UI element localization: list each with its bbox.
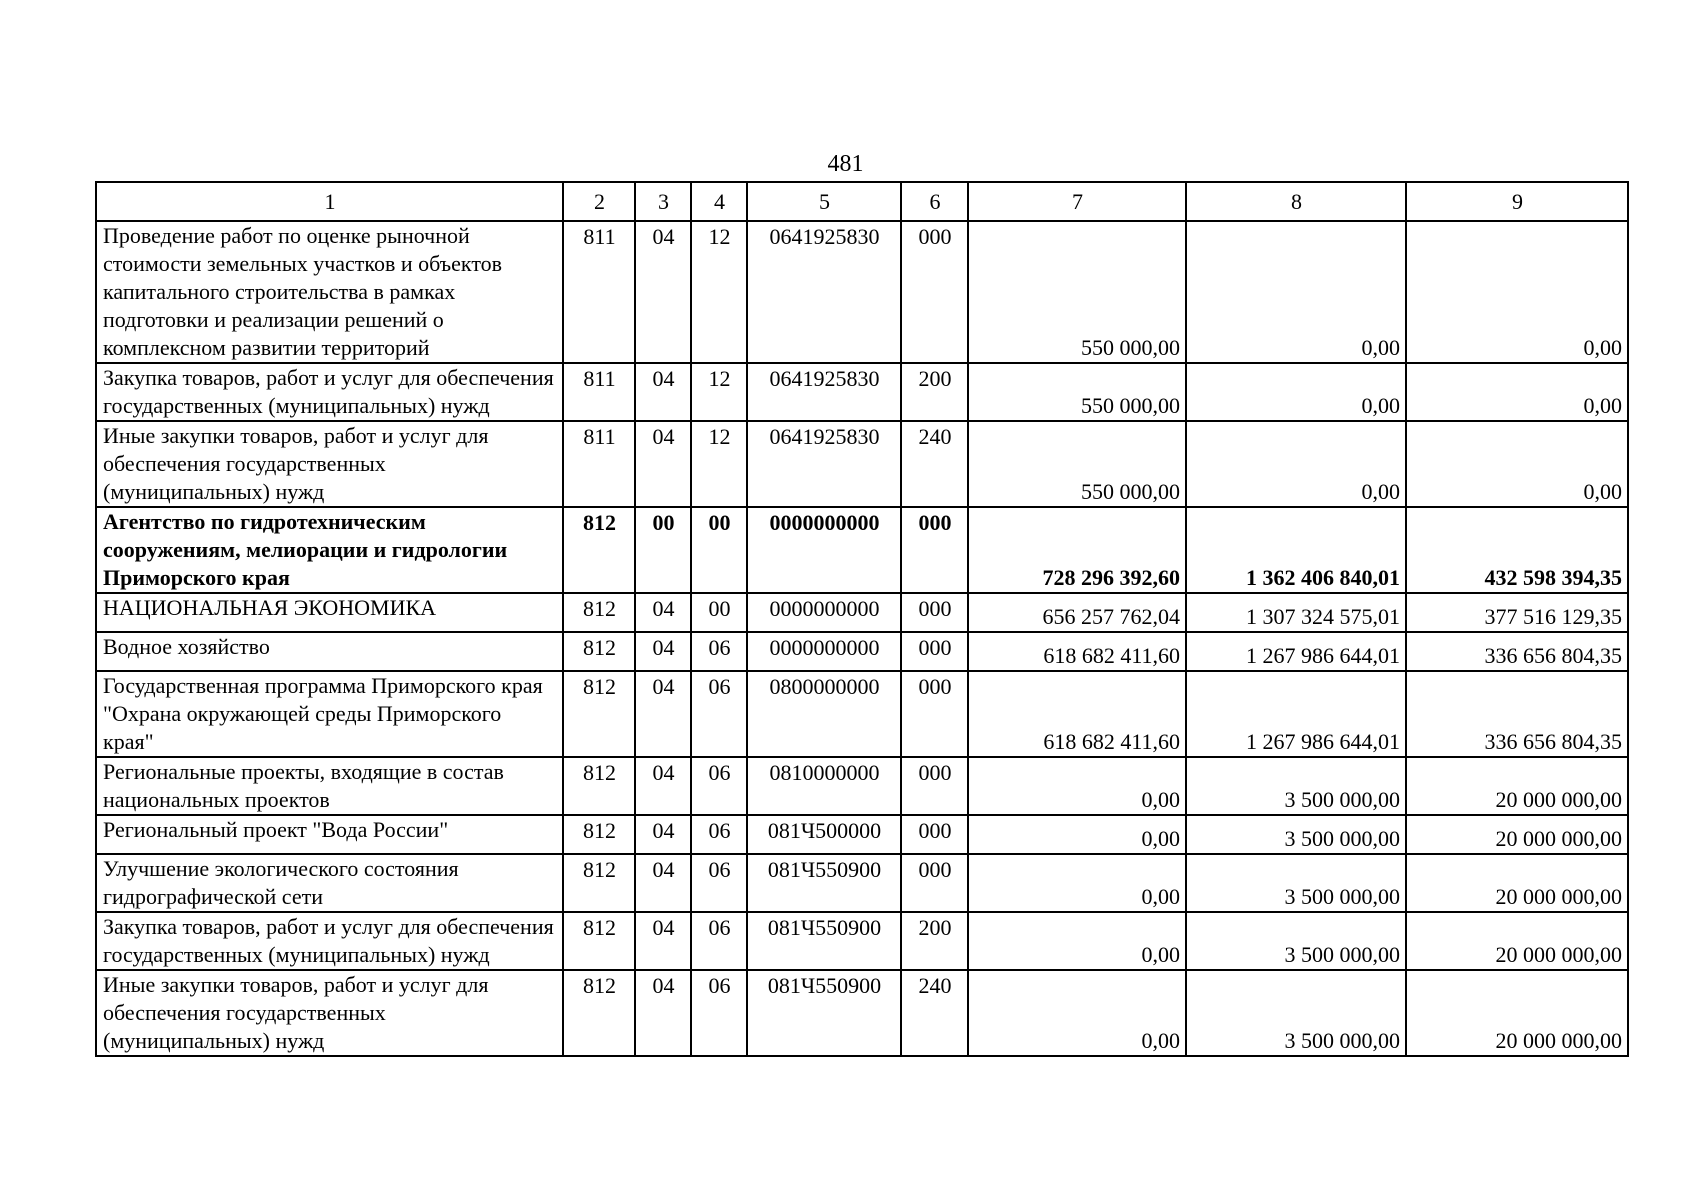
budget-table (95, 181, 1629, 1057)
code-cell: 0000000000 (747, 593, 901, 632)
amount-cell: 20 000 000,00 (1406, 854, 1628, 912)
code-cell: 06 (691, 632, 747, 671)
code-cell: 812 (563, 593, 635, 632)
code-cell: 811 (563, 421, 635, 507)
table-row (96, 507, 1628, 593)
header-cell: 7 (968, 182, 1186, 221)
code-cell: 812 (563, 757, 635, 815)
table-row (96, 593, 1628, 632)
amount-cell: 3 500 000,00 (1186, 815, 1406, 854)
header-cell: 6 (901, 182, 968, 221)
amount-cell: 20 000 000,00 (1406, 970, 1628, 1056)
header-cell: 9 (1406, 182, 1628, 221)
table-row (96, 632, 1628, 671)
code-cell: 04 (635, 912, 691, 970)
page-number: 481 (827, 151, 864, 177)
code-cell: 04 (635, 593, 691, 632)
amount-cell: 0,00 (1186, 363, 1406, 421)
name-cell: Иные закупки товаров, работ и услуг для обеспечения государственных (муниципальных) нужд (96, 421, 563, 507)
table-header-row (96, 182, 1628, 221)
header-cell: 2 (563, 182, 635, 221)
amount-cell: 618 682 411,60 (968, 671, 1186, 757)
name-cell: НАЦИОНАЛЬНАЯ ЭКОНОМИКА (96, 593, 563, 632)
code-cell: 240 (901, 421, 968, 507)
code-cell: 200 (901, 363, 968, 421)
code-cell: 04 (635, 815, 691, 854)
amount-cell: 20 000 000,00 (1406, 757, 1628, 815)
code-cell: 240 (901, 970, 968, 1056)
name-cell: Иные закупки товаров, работ и услуг для обеспечения государственных (муниципальных) нужд (96, 970, 563, 1056)
header-cell: 5 (747, 182, 901, 221)
name-cell: Закупка товаров, работ и услуг для обеспечения государственных (муниципальных) нужд (96, 363, 563, 421)
amount-cell: 432 598 394,35 (1406, 507, 1628, 593)
header-cell: 4 (691, 182, 747, 221)
amount-cell: 0,00 (1406, 221, 1628, 363)
code-cell: 000 (901, 632, 968, 671)
amount-cell: 3 500 000,00 (1186, 757, 1406, 815)
amount-cell: 550 000,00 (968, 221, 1186, 363)
amount-cell: 336 656 804,35 (1406, 632, 1628, 671)
code-cell: 000 (901, 815, 968, 854)
name-cell: Закупка товаров, работ и услуг для обеспечения государственных (муниципальных) нужд (96, 912, 563, 970)
code-cell: 12 (691, 421, 747, 507)
code-cell: 04 (635, 757, 691, 815)
code-cell: 04 (635, 363, 691, 421)
amount-cell: 550 000,00 (968, 421, 1186, 507)
amount-cell: 3 500 000,00 (1186, 912, 1406, 970)
table-body (96, 221, 1628, 1056)
code-cell: 081Ч550900 (747, 912, 901, 970)
code-cell: 04 (635, 854, 691, 912)
amount-cell: 618 682 411,60 (968, 632, 1186, 671)
code-cell: 00 (635, 507, 691, 593)
code-cell: 0641925830 (747, 421, 901, 507)
code-cell: 812 (563, 854, 635, 912)
amount-cell: 0,00 (1186, 221, 1406, 363)
code-cell: 06 (691, 757, 747, 815)
code-cell: 04 (635, 421, 691, 507)
table-row (96, 671, 1628, 757)
code-cell: 811 (563, 221, 635, 363)
amount-cell: 20 000 000,00 (1406, 815, 1628, 854)
code-cell: 081Ч550900 (747, 854, 901, 912)
code-cell: 0000000000 (747, 507, 901, 593)
code-cell: 0641925830 (747, 363, 901, 421)
amount-cell: 1 362 406 840,01 (1186, 507, 1406, 593)
code-cell: 000 (901, 593, 968, 632)
name-cell: Региональный проект "Вода России" (96, 815, 563, 854)
code-cell: 00 (691, 507, 747, 593)
code-cell: 12 (691, 363, 747, 421)
name-cell: Региональные проекты, входящие в состав национальных проектов (96, 757, 563, 815)
amount-cell: 20 000 000,00 (1406, 912, 1628, 970)
code-cell: 000 (901, 671, 968, 757)
code-cell: 06 (691, 970, 747, 1056)
name-cell: Проведение работ по оценке рыночной стоимости земельных участков и объектов капитального строительства в рамках подготовки и реализации решений о комплексном развитии территорий (96, 221, 563, 363)
name-cell: Водное хозяйство (96, 632, 563, 671)
code-cell: 06 (691, 854, 747, 912)
table-row (96, 363, 1628, 421)
amount-cell: 0,00 (968, 757, 1186, 815)
code-cell: 000 (901, 757, 968, 815)
code-cell: 000 (901, 221, 968, 363)
code-cell: 000 (901, 854, 968, 912)
code-cell: 812 (563, 912, 635, 970)
amount-cell: 550 000,00 (968, 363, 1186, 421)
amount-cell: 0,00 (968, 815, 1186, 854)
amount-cell: 0,00 (968, 970, 1186, 1056)
code-cell: 812 (563, 970, 635, 1056)
name-cell: Агентство по гидротехническим сооружениям, мелиорации и гидрологии Приморского края (96, 507, 563, 593)
code-cell: 081Ч500000 (747, 815, 901, 854)
amount-cell: 377 516 129,35 (1406, 593, 1628, 632)
amount-cell: 656 257 762,04 (968, 593, 1186, 632)
table-row (96, 912, 1628, 970)
code-cell: 200 (901, 912, 968, 970)
table-row (96, 854, 1628, 912)
code-cell: 0810000000 (747, 757, 901, 815)
amount-cell: 3 500 000,00 (1186, 970, 1406, 1056)
code-cell: 081Ч550900 (747, 970, 901, 1056)
amount-cell: 1 267 986 644,01 (1186, 632, 1406, 671)
header-cell: 1 (96, 182, 563, 221)
amount-cell: 0,00 (968, 854, 1186, 912)
code-cell: 04 (635, 970, 691, 1056)
name-cell: Улучшение экологического состояния гидрографической сети (96, 854, 563, 912)
code-cell: 812 (563, 671, 635, 757)
amount-cell: 728 296 392,60 (968, 507, 1186, 593)
code-cell: 0641925830 (747, 221, 901, 363)
name-cell: Государственная программа Приморского края "Охрана окружающей среды Приморского края" (96, 671, 563, 757)
amount-cell: 1 307 324 575,01 (1186, 593, 1406, 632)
table-row (96, 221, 1628, 363)
code-cell: 12 (691, 221, 747, 363)
code-cell: 04 (635, 221, 691, 363)
header-cell: 3 (635, 182, 691, 221)
amount-cell: 0,00 (1406, 363, 1628, 421)
amount-cell: 0,00 (1186, 421, 1406, 507)
code-cell: 811 (563, 363, 635, 421)
code-cell: 0000000000 (747, 632, 901, 671)
table-row (96, 421, 1628, 507)
code-cell: 00 (691, 593, 747, 632)
code-cell: 06 (691, 671, 747, 757)
code-cell: 04 (635, 632, 691, 671)
code-cell: 0800000000 (747, 671, 901, 757)
code-cell: 000 (901, 507, 968, 593)
code-cell: 812 (563, 632, 635, 671)
amount-cell: 3 500 000,00 (1186, 854, 1406, 912)
table-row (96, 815, 1628, 854)
code-cell: 04 (635, 671, 691, 757)
code-cell: 06 (691, 815, 747, 854)
code-cell: 812 (563, 507, 635, 593)
code-cell: 06 (691, 912, 747, 970)
table-row (96, 970, 1628, 1056)
amount-cell: 336 656 804,35 (1406, 671, 1628, 757)
header-cell: 8 (1186, 182, 1406, 221)
amount-cell: 1 267 986 644,01 (1186, 671, 1406, 757)
amount-cell: 0,00 (1406, 421, 1628, 507)
table-row (96, 757, 1628, 815)
code-cell: 812 (563, 815, 635, 854)
amount-cell: 0,00 (968, 912, 1186, 970)
